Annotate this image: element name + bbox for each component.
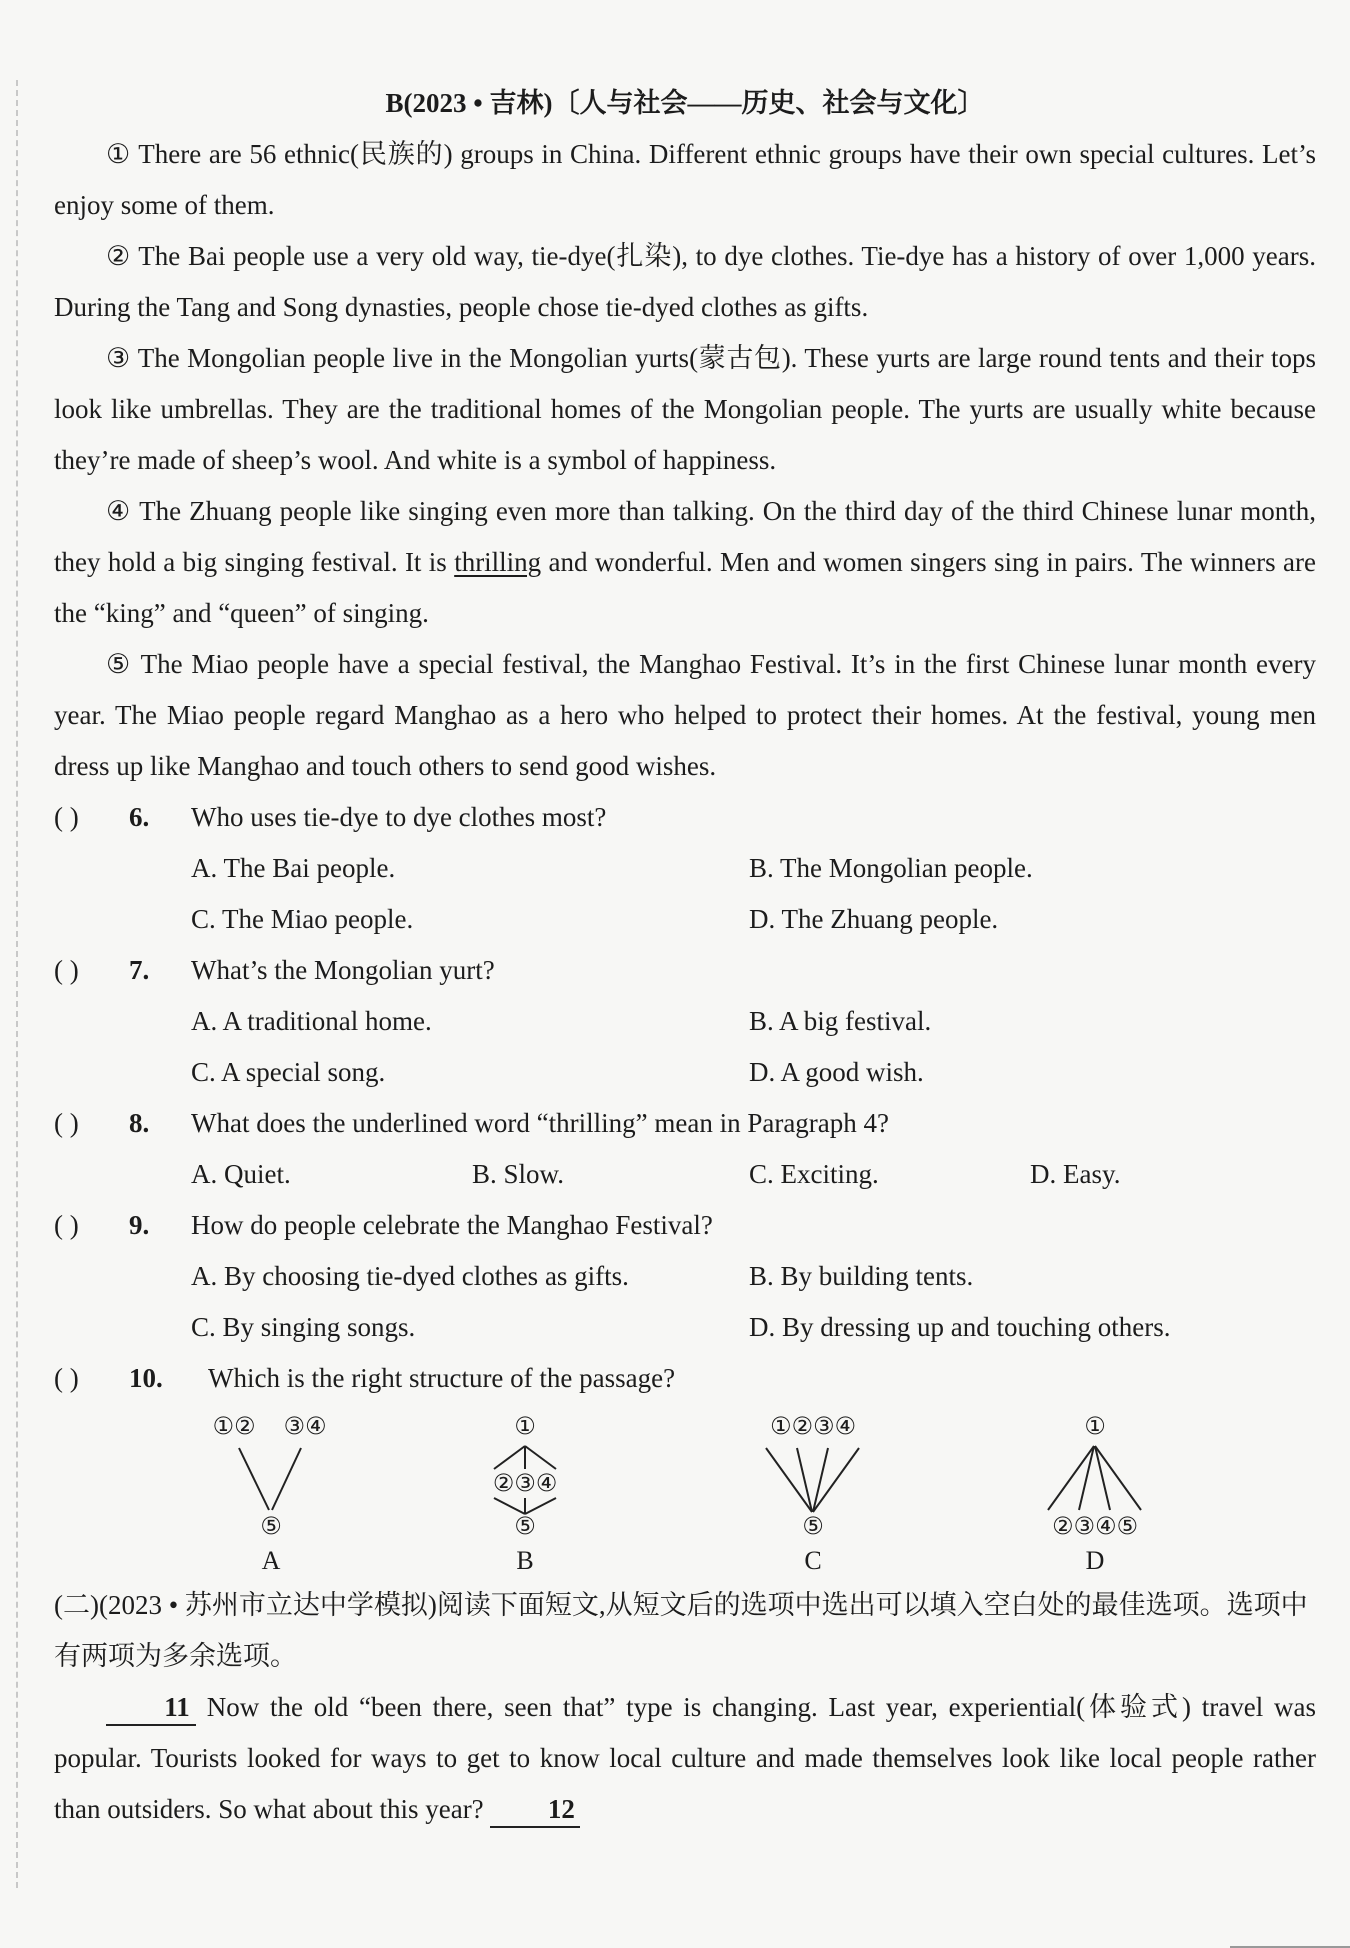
option-a[interactable]: A. Quiet. — [191, 1159, 291, 1189]
question-stem: What does the underlined word “thrilling” mean in Paragraph 4? — [191, 1108, 890, 1138]
question-8 — [54, 1098, 1316, 1149]
answer-bracket[interactable]: ( ) — [54, 955, 79, 985]
option-c[interactable]: C. By singing songs. — [191, 1312, 416, 1342]
question-9-options-row-2 — [54, 1302, 1316, 1353]
option-a[interactable]: A. By choosing tie-dyed clothes as gifts. — [191, 1261, 629, 1291]
diagram-b-bottom: ⑤ — [514, 1512, 536, 1540]
option-a[interactable]: A. A traditional home. — [191, 1006, 432, 1036]
option-b[interactable]: B. The Mongolian people. — [749, 853, 1033, 883]
answer-bracket[interactable]: ( ) — [54, 802, 79, 832]
question-stem: Which is the right structure of the passage? — [208, 1363, 676, 1393]
question-stem: Who uses tie-dye to dye clothes most? — [191, 802, 607, 832]
answer-bracket[interactable]: ( ) — [54, 1210, 79, 1240]
diagram-d-letter: D — [1085, 1546, 1105, 1575]
diagram-a-bottom: ⑤ — [260, 1512, 282, 1540]
diagram-a-top-left: ①② — [212, 1412, 256, 1440]
diagram-b-letter: B — [516, 1546, 534, 1575]
diagram-a-line — [239, 1448, 269, 1510]
diagram-b-line — [494, 1446, 525, 1469]
paragraph-4-before: ④ The Zhuang people like singing even more than talking. On the third day of the third Chinese lunar month, they hold a big singing festival. It is — [54, 496, 1316, 577]
paragraph-1: ① There are 56 ethnic(民族的) groups in China. Different ethnic groups have their own special cultures. Let’s enjoy some of them. — [54, 139, 1316, 220]
question-10 — [54, 1353, 1316, 1404]
option-b[interactable]: B. By building tents. — [749, 1261, 974, 1291]
option-c[interactable]: C. A special song. — [191, 1057, 386, 1087]
diagram-b-top: ① — [514, 1412, 536, 1440]
section-2-text: Now the old “been there, seen that” type is changing. Last year, experiential(体验式) travel was popular. Tourists looked for ways to get to know local culture and made themselves look like local people rather than outsiders. So what about this year? — [54, 1692, 1316, 1824]
option-b[interactable]: B. Slow. — [472, 1159, 565, 1189]
question-stem: What’s the Mongolian yurt? — [191, 955, 495, 985]
question-7-options-row-2 — [54, 1047, 1316, 1098]
binding-margin-line — [16, 80, 18, 1888]
passage-title: B(2023 • 吉林)〔人与社会——历史、社会与文化〕 — [385, 88, 985, 118]
worksheet-page — [54, 78, 1316, 1835]
question-7-options-row-1 — [54, 996, 1316, 1047]
diagram-c-letter: C — [804, 1546, 822, 1575]
question-9 — [54, 1200, 1316, 1251]
diagram-c[interactable] — [766, 1412, 859, 1575]
diagram-b[interactable] — [493, 1412, 558, 1575]
diagram-c-bottom: ⑤ — [802, 1512, 824, 1540]
diagram-b-line — [525, 1446, 556, 1469]
paragraph-5: ⑤ The Miao people have a special festival, the Manghao Festival. It’s in the first Chinese lunar month every year. The Miao people regard Manghao as a hero who helped to protect their homes. At the festival, young men dress up like Manghao and touch others to send good wishes. — [54, 649, 1316, 781]
question-stem: How do people celebrate the Manghao Festival? — [191, 1210, 713, 1240]
diagram-d[interactable] — [1048, 1412, 1141, 1575]
option-c[interactable]: C. Exciting. — [749, 1159, 879, 1189]
answer-bracket[interactable]: ( ) — [54, 1108, 79, 1138]
diagram-c-top: ①②③④ — [769, 1412, 857, 1440]
structure-diagrams — [54, 1404, 1316, 1576]
paragraph-3: ③ The Mongolian people live in the Mongolian yurts(蒙古包). These yurts are large round tents and their tops look like umbrellas. They are the traditional homes of the Mongolian people. The yurts are usually white because they’re made of sheep’s wool. And white is a symbol of happiness. — [54, 343, 1316, 475]
section-2-passage — [54, 1682, 1316, 1835]
question-number: 7. — [129, 955, 150, 985]
blank-12[interactable]: 12 — [490, 1792, 580, 1828]
question-8-options-row — [54, 1149, 1316, 1200]
structure-diagrams-svg — [54, 1404, 1316, 1576]
underlined-word: thrilling — [454, 547, 542, 577]
question-number: 10. — [129, 1363, 163, 1393]
answer-bracket[interactable]: ( ) — [54, 1363, 79, 1393]
option-d[interactable]: D. By dressing up and touching others. — [749, 1312, 1171, 1342]
option-b[interactable]: B. A big festival. — [749, 1006, 932, 1036]
option-c[interactable]: C. The Miao people. — [191, 904, 414, 934]
paragraph-2: ② The Bai people use a very old way, tie-dye(扎染), to dye clothes. Tie-dye has a history of over 1,000 years. During the Tang and Song dynasties, people chose tie-dyed clothes as gifts. — [54, 241, 1316, 322]
diagram-a-letter: A — [261, 1546, 281, 1575]
paragraph-4 — [54, 486, 1316, 639]
question-number: 6. — [129, 802, 150, 832]
question-number: 8. — [129, 1108, 150, 1138]
diagram-b-middle: ②③④ — [492, 1469, 558, 1497]
paragraph-4-after: and wonderful. Men and women singers sing in pairs. The winners are the “king” and “queen” of singing. — [54, 547, 1316, 628]
diagram-a-top-right: ③④ — [283, 1412, 327, 1440]
question-6 — [54, 792, 1316, 843]
diagram-d-top: ① — [1084, 1412, 1106, 1440]
question-7 — [54, 945, 1316, 996]
question-number: 9. — [129, 1210, 150, 1240]
diagram-a-line — [272, 1448, 301, 1510]
diagram-a[interactable] — [212, 1412, 326, 1575]
blank-11[interactable]: 11 — [106, 1690, 196, 1726]
option-a[interactable]: A. The Bai people. — [191, 853, 396, 883]
option-d[interactable]: D. A good wish. — [749, 1057, 924, 1087]
section-2-instruction: (二)(2023 • 苏州市立达中学模拟)阅读下面短文,从短文后的选项中选出可以填入空白处的最佳选项。选项中有两项为多余选项。 — [54, 1590, 1308, 1671]
option-d[interactable]: D. Easy. — [1030, 1159, 1121, 1189]
question-6-options-row-1 — [54, 843, 1316, 894]
option-d[interactable]: D. The Zhuang people. — [749, 904, 999, 934]
question-6-options-row-2 — [54, 894, 1316, 945]
question-9-options-row-1 — [54, 1251, 1316, 1302]
diagram-d-bottom: ②③④⑤ — [1051, 1512, 1139, 1540]
